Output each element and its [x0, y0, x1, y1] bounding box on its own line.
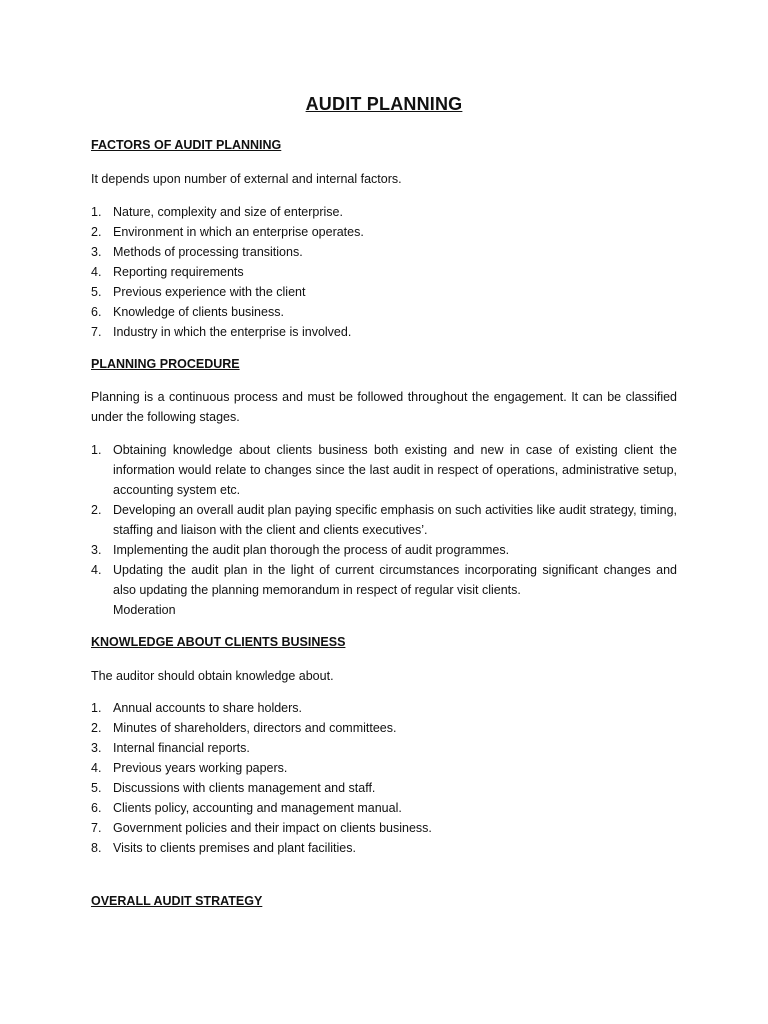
section-heading-factors: FACTORS OF AUDIT PLANNING — [91, 138, 282, 152]
list-item: 1. Annual accounts to share holders. — [91, 701, 303, 715]
trailing-text: Moderation — [113, 603, 176, 617]
knowledge-list — [91, 698, 677, 858]
list-item: 1. Nature, complexity and size of enterprise. — [91, 205, 343, 219]
list-item: 3. Implementing the audit plan thorough the process of audit programmes. — [91, 543, 510, 557]
list-item: 4. Updating the audit plan in the light of current circumstances incorporating significant changes and also updating the planning memorandum in respect of regular visit clients. Moderation — [91, 560, 677, 620]
section-intro-factors: It depends upon number of external and internal factors. — [91, 172, 402, 186]
list-item: 4. Previous years working papers. — [91, 761, 288, 775]
list-item: 6. Knowledge of clients business. — [91, 305, 284, 319]
list-item: 2. Minutes of shareholders, directors and committees. — [91, 721, 397, 735]
list-item: 1. Obtaining knowledge about clients business both existing and new in case of existing client the information would relate to changes since the last audit in respect of operations, administrative setup, accounting system etc. — [91, 443, 677, 497]
list-item: 5. Previous experience with the client — [91, 285, 306, 299]
list-item: 3. Methods of processing transitions. — [91, 245, 303, 259]
list-item: 3. Internal financial reports. — [91, 741, 250, 755]
section-heading-strategy: OVERALL AUDIT STRATEGY — [91, 894, 263, 908]
list-item: 4. Reporting requirements — [91, 265, 244, 279]
factors-list — [91, 202, 677, 342]
list-item: 7. Industry in which the enterprise is involved. — [91, 325, 352, 339]
list-item: 2. Developing an overall audit plan paying specific emphasis on such activities like audit strategy, timing, staffing and liaison with the client and clients executives’. — [91, 503, 677, 537]
section-heading-procedure: PLANNING PROCEDURE — [91, 357, 240, 371]
list-item: 8. Visits to clients premises and plant facilities. — [91, 841, 356, 855]
section-heading-knowledge: KNOWLEDGE ABOUT CLIENTS BUSINESS — [91, 635, 346, 649]
section-intro-knowledge: The auditor should obtain knowledge about. — [91, 669, 334, 683]
list-item: 6. Clients policy, accounting and management manual. — [91, 801, 402, 815]
section-intro-procedure: Planning is a continuous process and must be followed throughout the engagement. It can be classified under the following stages. — [91, 390, 677, 424]
procedure-list — [91, 440, 677, 620]
list-item: 5. Discussions with clients management and staff. — [91, 781, 376, 795]
document-title: AUDIT PLANNING — [305, 94, 463, 114]
document-page — [91, 0, 677, 1024]
list-item: 7. Government policies and their impact on clients business. — [91, 821, 432, 835]
list-item: 2. Environment in which an enterprise operates. — [91, 225, 364, 239]
